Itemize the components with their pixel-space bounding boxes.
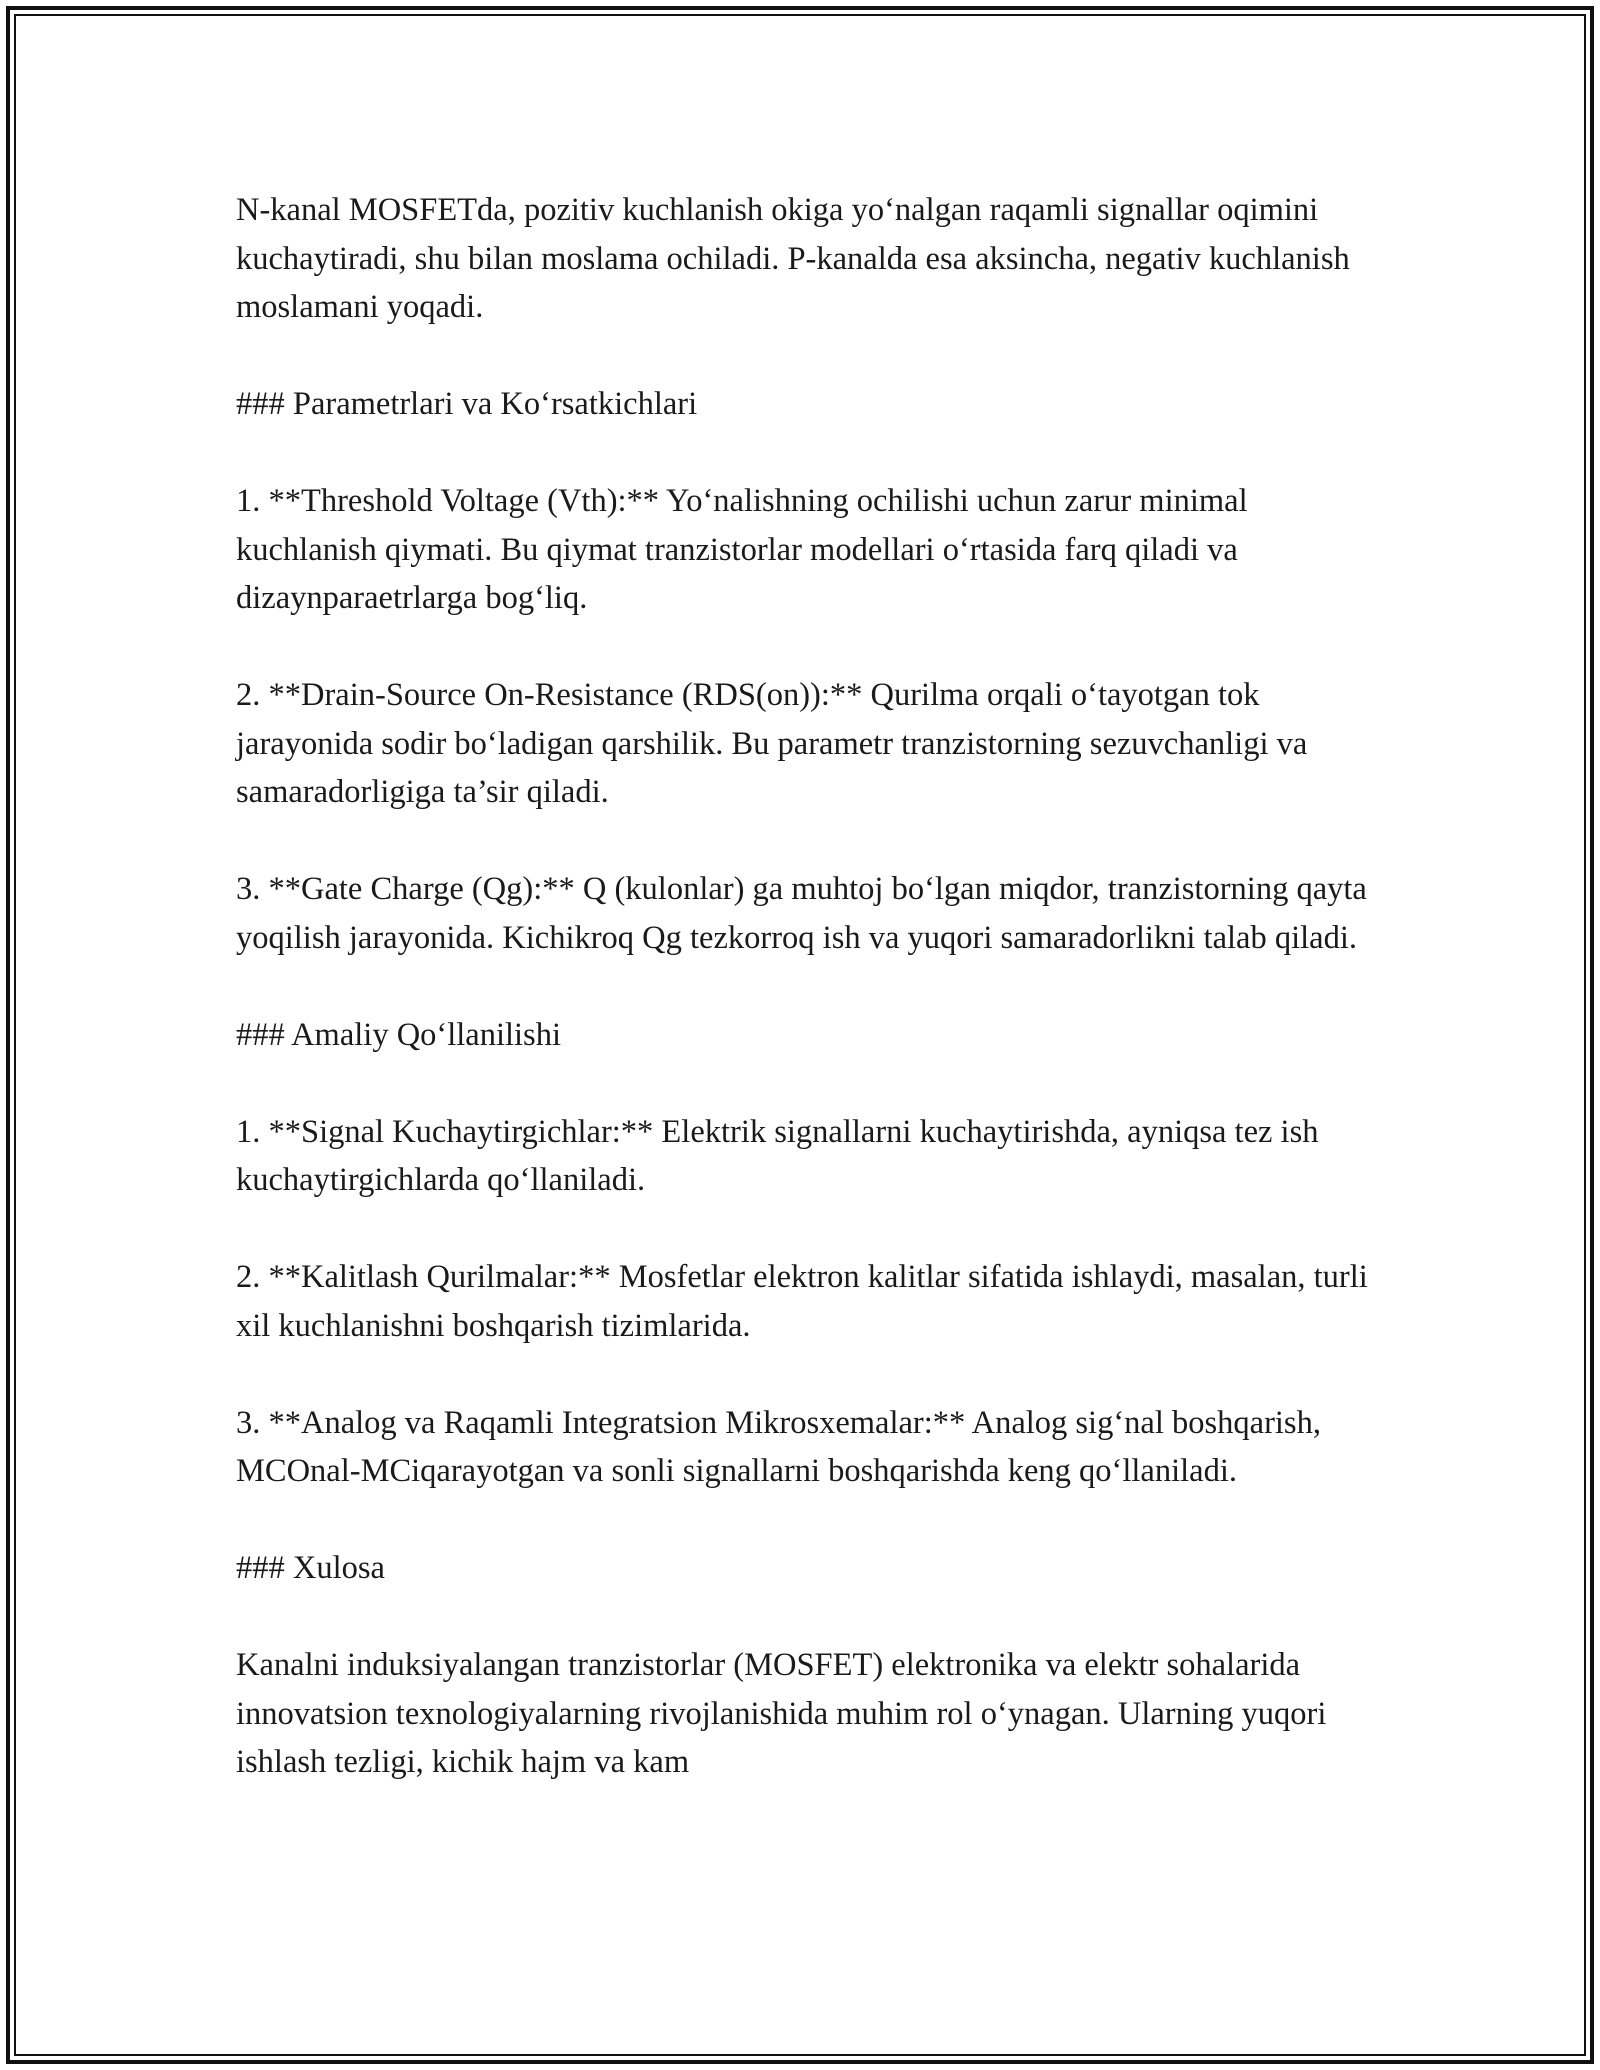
parameter-item-drain-source-resistance: 2. **Drain-Source On-Resistance (RDS(on)):** Qurilma orqali o‘tayotgan tok jarayonida sodir bo‘ladigan qarshilik. Bu parametr tranzistorning sezuvchanligi va samaradorligiga ta’sir qiladi. (236, 677, 1308, 810)
section-heading-conclusion: ### Xulosa (236, 1550, 385, 1586)
application-item-switching-devices: 2. **Kalitlash Qurilmalar:** Mosfetlar elektron kalitlar sifatida ishlaydi, masalan, turli xil kuchlanishni boshqarish tizimlarida. (236, 1259, 1368, 1344)
section-heading-parameters: ### Parametrlari va Ko‘rsatkichlari (236, 386, 698, 422)
intro-paragraph: N-kanal MOSFETda, pozitiv kuchlanish okiga yo‘nalgan raqamli signallar oqimini kuchaytiradi, shu bilan moslama ochiladi. P-kanalda esa aksincha, negativ kuchlanish moslamani yoqadi. (236, 192, 1350, 325)
application-item-signal-amplifiers: 1. **Signal Kuchaytirgichlar:** Elektrik signallarni kuchaytirishda, ayniqsa tez ish kuchaytirgichlarda qo‘llaniladi. (236, 1113, 1319, 1198)
conclusion-paragraph: Kanalni induksiyalangan tranzistorlar (MOSFET) elektronika va elektr sohalarida innovatsion texnologiyalarning rivojlanishida muhim rol o‘ynagan. Ularning yuqori ishlash tezligi, kichik hajm va kam (236, 1647, 1327, 1780)
section-heading-applications: ### Amaliy Qo‘llanilishi (236, 1016, 561, 1053)
document-body (236, 186, 1376, 1787)
application-item-integrated-circuits: 3. **Analog va Raqamli Integratsion Mikrosxemalar:** Analog sig‘nal boshqarish, MCOnal-MCiqarayotgan va sonli signallarni boshqarishda keng qo‘llaniladi. (236, 1404, 1321, 1489)
parameter-item-threshold-voltage: 1. **Threshold Voltage (Vth):** Yo‘nalishning ochilishi uchun zarur minimal kuchlanish qiymati. Bu qiymat tranzistorlar modellari o‘rtasida farq qiladi va dizaynparaetrlarga bog‘liq. (236, 483, 1248, 616)
parameter-item-gate-charge: 3. **Gate Charge (Qg):** Q (kulonlar) ga muhtoj bo‘lgan miqdor, tranzistorning qayta yoqilish jarayonida. Kichikroq Qg tezkorroq ish va yuqori samaradorlikni talab qiladi. (236, 871, 1367, 956)
